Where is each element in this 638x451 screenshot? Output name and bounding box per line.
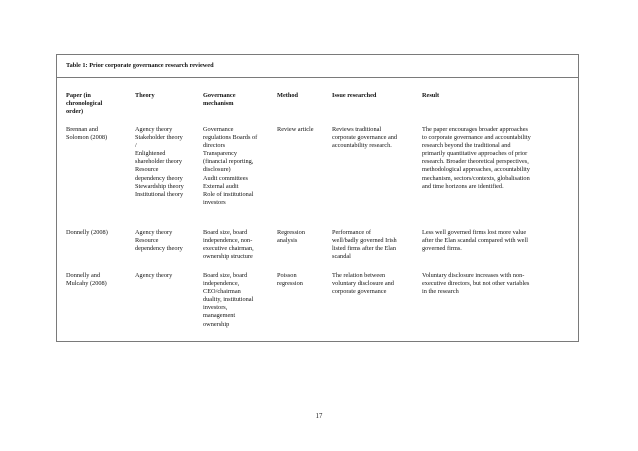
caption-divider <box>57 77 578 78</box>
table-cell-method: Review article <box>277 126 314 133</box>
table-cell-issue: The relation between voluntary disclosure and corporate governance <box>332 272 394 296</box>
header-issue: Issue researched <box>332 92 377 99</box>
table-cell-method: Poisson regression <box>277 272 303 288</box>
table-frame <box>56 54 579 342</box>
header-result: Result <box>422 92 440 99</box>
page-number: 17 <box>315 413 323 420</box>
table-cell-paper: Donnelly and Mulcahy (2008) <box>66 272 107 288</box>
table-cell-mechanism: Board size, board independence, CEO/chairman duality, institutional investors, management ownership <box>203 272 254 328</box>
table-cell-theory: Agency theory Stakeholder theory / Enlightened shareholder theory Resource dependency theory Stewardship theory Institutional theory <box>135 126 184 198</box>
table-cell-result: Less well governed firms lost more value after the Elan scandal compared with well governed firms. <box>422 229 528 253</box>
table-cell-result: Voluntary disclosure increases with non- executive directors, but not other variables in the research <box>422 272 530 296</box>
table-cell-issue: Reviews traditional corporate governance and accountability research. <box>332 126 398 150</box>
table-cell-issue: Performance of well/badly governed Irish listed firms after the Elan scandal <box>332 229 397 261</box>
header-mechanism: Governance mechanism <box>203 92 236 108</box>
header-theory: Theory <box>135 92 155 99</box>
table-cell-result: The paper encourages broader approaches to corporate governance and accountability research beyond the traditional and primarily quantitative approaches of prior research. Broader theoretical perspectives, methodological approaches, accountability mechanism, sectors/contexts, globalisation and time horizons are identified. <box>422 126 531 190</box>
table-caption: Table 1: Prior corporate governance research reviewed <box>66 62 214 69</box>
table-cell-mechanism: Governance regulations Boards of directors Transparency (financial reporting, disclosure) Audit committees External audit Role of institutional investors <box>203 126 258 206</box>
table-cell-paper: Brennan and Solomon (2008) <box>66 126 108 142</box>
header-paper: Paper (in chronological order) <box>66 92 103 116</box>
table-cell-method: Regression analysis <box>277 229 305 245</box>
table-cell-theory: Agency theory Resource dependency theory <box>135 229 183 253</box>
header-method: Method <box>277 92 298 99</box>
table-cell-mechanism: Board size, board independence, non- executive chairman, ownership structure <box>203 229 254 261</box>
table-cell-paper: Donnelly (2008) <box>66 229 108 236</box>
table-cell-theory: Agency theory <box>135 272 173 279</box>
